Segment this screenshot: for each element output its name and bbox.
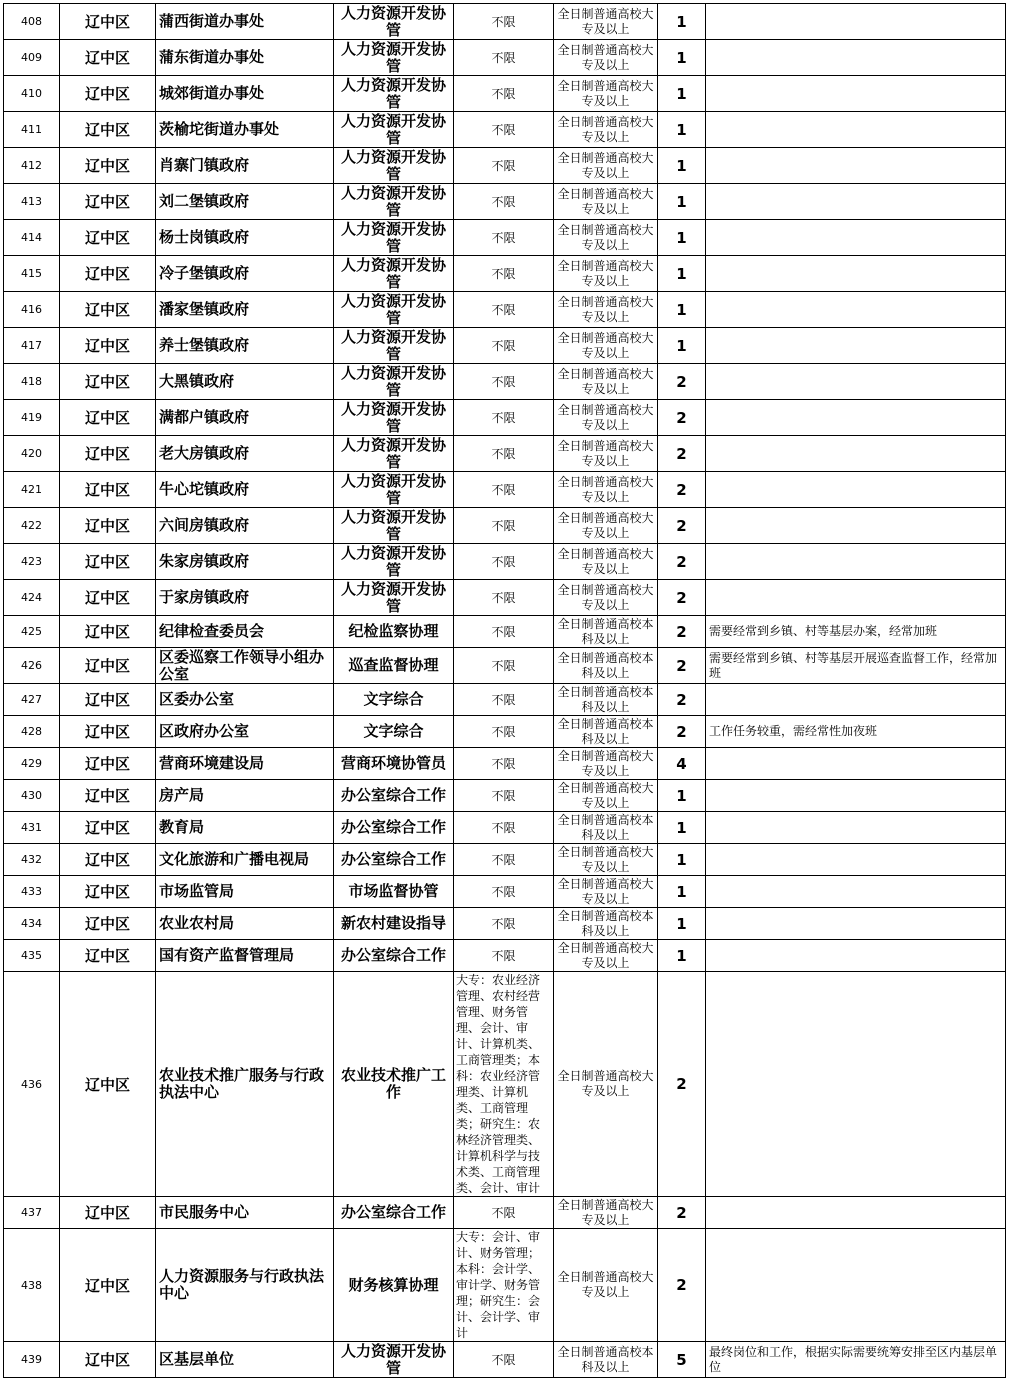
table-row — [4, 4, 1006, 40]
headcount-cell: 2 — [658, 472, 706, 508]
table-row — [4, 184, 1006, 220]
education-cell: 全日制普通高校大专及以上 — [554, 972, 658, 1197]
headcount-cell: 2 — [658, 972, 706, 1197]
unit-cell: 蒲东街道办事处 — [156, 40, 334, 76]
note-cell — [706, 876, 1006, 908]
position-cell: 人力资源开发协管 — [334, 148, 454, 184]
major-cell: 不限 — [454, 4, 554, 40]
education-cell: 全日制普通高校大专及以上 — [554, 76, 658, 112]
district-cell: 辽中区 — [60, 1229, 156, 1342]
unit-cell: 满都户镇政府 — [156, 400, 334, 436]
district-cell: 辽中区 — [60, 256, 156, 292]
unit-cell: 农业技术推广服务与行政执法中心 — [156, 972, 334, 1197]
district-cell: 辽中区 — [60, 616, 156, 648]
major-cell: 不限 — [454, 1197, 554, 1229]
unit-cell: 市场监管局 — [156, 876, 334, 908]
unit-cell: 区政府办公室 — [156, 716, 334, 748]
headcount-cell: 2 — [658, 1197, 706, 1229]
education-cell: 全日制普通高校本科及以上 — [554, 648, 658, 684]
row-number: 428 — [4, 716, 60, 748]
position-cell: 人力资源开发协管 — [334, 40, 454, 76]
district-cell: 辽中区 — [60, 748, 156, 780]
position-cell: 人力资源开发协管 — [334, 436, 454, 472]
table-row — [4, 76, 1006, 112]
district-cell: 辽中区 — [60, 328, 156, 364]
headcount-cell: 2 — [658, 544, 706, 580]
row-number: 423 — [4, 544, 60, 580]
unit-cell: 冷子堡镇政府 — [156, 256, 334, 292]
headcount-cell: 5 — [658, 1342, 706, 1378]
district-cell: 辽中区 — [60, 184, 156, 220]
position-cell: 人力资源开发协管 — [334, 508, 454, 544]
major-cell: 不限 — [454, 748, 554, 780]
headcount-cell: 1 — [658, 220, 706, 256]
table-row — [4, 684, 1006, 716]
position-cell: 人力资源开发协管 — [334, 184, 454, 220]
position-cell: 人力资源开发协管 — [334, 472, 454, 508]
table-row — [4, 972, 1006, 1197]
education-cell: 全日制普通高校本科及以上 — [554, 716, 658, 748]
major-cell: 不限 — [454, 616, 554, 648]
major-cell: 不限 — [454, 220, 554, 256]
district-cell: 辽中区 — [60, 436, 156, 472]
headcount-cell: 2 — [658, 648, 706, 684]
table-row — [4, 40, 1006, 76]
unit-cell: 文化旅游和广播电视局 — [156, 844, 334, 876]
education-cell: 全日制普通高校本科及以上 — [554, 1342, 658, 1378]
headcount-cell: 1 — [658, 76, 706, 112]
note-cell: 需要经常到乡镇、村等基层办案，经常加班 — [706, 616, 1006, 648]
table-body — [4, 4, 1006, 1378]
position-cell: 财务核算协理 — [334, 1229, 454, 1342]
note-cell — [706, 812, 1006, 844]
row-number: 437 — [4, 1197, 60, 1229]
table-row — [4, 812, 1006, 844]
unit-cell: 老大房镇政府 — [156, 436, 334, 472]
row-number: 421 — [4, 472, 60, 508]
note-cell — [706, 472, 1006, 508]
education-cell: 全日制普通高校大专及以上 — [554, 4, 658, 40]
position-cell: 人力资源开发协管 — [334, 4, 454, 40]
unit-cell: 纪律检查委员会 — [156, 616, 334, 648]
table-row — [4, 292, 1006, 328]
headcount-cell: 2 — [658, 1229, 706, 1342]
education-cell: 全日制普通高校大专及以上 — [554, 220, 658, 256]
unit-cell: 市民服务中心 — [156, 1197, 334, 1229]
position-cell: 文字综合 — [334, 716, 454, 748]
major-cell: 不限 — [454, 328, 554, 364]
education-cell: 全日制普通高校大专及以上 — [554, 748, 658, 780]
note-cell — [706, 748, 1006, 780]
row-number: 436 — [4, 972, 60, 1197]
unit-cell: 房产局 — [156, 780, 334, 812]
note-cell — [706, 908, 1006, 940]
table-row — [4, 940, 1006, 972]
major-cell: 不限 — [454, 940, 554, 972]
table-row — [4, 544, 1006, 580]
row-number: 432 — [4, 844, 60, 876]
headcount-cell: 1 — [658, 812, 706, 844]
district-cell: 辽中区 — [60, 1197, 156, 1229]
district-cell: 辽中区 — [60, 148, 156, 184]
note-cell — [706, 220, 1006, 256]
education-cell: 全日制普通高校大专及以上 — [554, 940, 658, 972]
table-row — [4, 616, 1006, 648]
headcount-cell: 2 — [658, 580, 706, 616]
row-number: 431 — [4, 812, 60, 844]
row-number: 410 — [4, 76, 60, 112]
district-cell: 辽中区 — [60, 876, 156, 908]
education-cell: 全日制普通高校大专及以上 — [554, 436, 658, 472]
major-cell: 不限 — [454, 508, 554, 544]
major-cell: 不限 — [454, 780, 554, 812]
position-cell: 营商环境协管员 — [334, 748, 454, 780]
unit-cell: 于家房镇政府 — [156, 580, 334, 616]
position-cell: 办公室综合工作 — [334, 780, 454, 812]
headcount-cell: 1 — [658, 292, 706, 328]
headcount-cell: 1 — [658, 780, 706, 812]
row-number: 413 — [4, 184, 60, 220]
district-cell: 辽中区 — [60, 292, 156, 328]
table-row — [4, 1342, 1006, 1378]
major-cell: 不限 — [454, 184, 554, 220]
education-cell: 全日制普通高校大专及以上 — [554, 844, 658, 876]
note-cell — [706, 972, 1006, 1197]
headcount-cell: 2 — [658, 364, 706, 400]
district-cell: 辽中区 — [60, 364, 156, 400]
unit-cell: 城郊街道办事处 — [156, 76, 334, 112]
district-cell: 辽中区 — [60, 544, 156, 580]
unit-cell: 区基层单位 — [156, 1342, 334, 1378]
table-row — [4, 648, 1006, 684]
education-cell: 全日制普通高校大专及以上 — [554, 184, 658, 220]
row-number: 416 — [4, 292, 60, 328]
unit-cell: 六间房镇政府 — [156, 508, 334, 544]
education-cell: 全日制普通高校本科及以上 — [554, 812, 658, 844]
table-row — [4, 780, 1006, 812]
position-cell: 人力资源开发协管 — [334, 328, 454, 364]
unit-cell: 营商环境建设局 — [156, 748, 334, 780]
row-number: 430 — [4, 780, 60, 812]
unit-cell: 刘二堡镇政府 — [156, 184, 334, 220]
education-cell: 全日制普通高校本科及以上 — [554, 616, 658, 648]
education-cell: 全日制普通高校大专及以上 — [554, 40, 658, 76]
headcount-cell: 1 — [658, 184, 706, 220]
education-cell: 全日制普通高校大专及以上 — [554, 1197, 658, 1229]
unit-cell: 大黑镇政府 — [156, 364, 334, 400]
major-cell: 大专：农业经济管理、农村经营管理、财务管理、会计、审计、计算机类、工商管理类；本科：农业经济管理类、计算机类、工商管理类；研究生：农林经济管理类、计算机科学与技术类、工商管理类、会计、审计 — [454, 972, 554, 1197]
unit-cell: 区委办公室 — [156, 684, 334, 716]
major-cell: 不限 — [454, 40, 554, 76]
position-cell: 人力资源开发协管 — [334, 400, 454, 436]
position-cell: 办公室综合工作 — [334, 1197, 454, 1229]
major-cell: 不限 — [454, 908, 554, 940]
row-number: 425 — [4, 616, 60, 648]
row-number: 434 — [4, 908, 60, 940]
education-cell: 全日制普通高校大专及以上 — [554, 148, 658, 184]
headcount-cell: 1 — [658, 40, 706, 76]
row-number: 426 — [4, 648, 60, 684]
headcount-cell: 1 — [658, 148, 706, 184]
district-cell: 辽中区 — [60, 220, 156, 256]
major-cell: 不限 — [454, 436, 554, 472]
district-cell: 辽中区 — [60, 4, 156, 40]
major-cell: 不限 — [454, 256, 554, 292]
row-number: 415 — [4, 256, 60, 292]
district-cell: 辽中区 — [60, 580, 156, 616]
district-cell: 辽中区 — [60, 40, 156, 76]
table-row — [4, 364, 1006, 400]
district-cell: 辽中区 — [60, 716, 156, 748]
position-cell: 人力资源开发协管 — [334, 544, 454, 580]
table-row — [4, 472, 1006, 508]
district-cell: 辽中区 — [60, 972, 156, 1197]
note-cell — [706, 844, 1006, 876]
row-number: 435 — [4, 940, 60, 972]
position-cell: 新农村建设指导 — [334, 908, 454, 940]
note-cell — [706, 148, 1006, 184]
note-cell — [706, 364, 1006, 400]
major-cell: 不限 — [454, 148, 554, 184]
note-cell — [706, 328, 1006, 364]
table-row — [4, 876, 1006, 908]
row-number: 418 — [4, 364, 60, 400]
unit-cell: 茨榆坨街道办事处 — [156, 112, 334, 148]
note-cell — [706, 4, 1006, 40]
note-cell — [706, 292, 1006, 328]
unit-cell: 国有资产监督管理局 — [156, 940, 334, 972]
education-cell: 全日制普通高校大专及以上 — [554, 780, 658, 812]
district-cell: 辽中区 — [60, 76, 156, 112]
note-cell — [706, 508, 1006, 544]
table-row — [4, 256, 1006, 292]
row-number: 409 — [4, 40, 60, 76]
position-cell: 人力资源开发协管 — [334, 76, 454, 112]
education-cell: 全日制普通高校大专及以上 — [554, 364, 658, 400]
unit-cell: 潘家堡镇政府 — [156, 292, 334, 328]
table-row — [4, 148, 1006, 184]
education-cell: 全日制普通高校本科及以上 — [554, 908, 658, 940]
table-row — [4, 508, 1006, 544]
major-cell: 不限 — [454, 76, 554, 112]
position-cell: 市场监督协管 — [334, 876, 454, 908]
major-cell: 大专：会计、审计、财务管理；本科：会计学、审计学、财务管理；研究生：会计、会计学、审计 — [454, 1229, 554, 1342]
district-cell: 辽中区 — [60, 780, 156, 812]
education-cell: 全日制普通高校大专及以上 — [554, 508, 658, 544]
district-cell: 辽中区 — [60, 1342, 156, 1378]
note-cell — [706, 76, 1006, 112]
major-cell: 不限 — [454, 292, 554, 328]
unit-cell: 农业农村局 — [156, 908, 334, 940]
note-cell — [706, 544, 1006, 580]
education-cell: 全日制普通高校大专及以上 — [554, 580, 658, 616]
unit-cell: 养士堡镇政府 — [156, 328, 334, 364]
row-number: 412 — [4, 148, 60, 184]
headcount-cell: 1 — [658, 876, 706, 908]
unit-cell: 牛心坨镇政府 — [156, 472, 334, 508]
note-cell: 工作任务较重，需经常性加夜班 — [706, 716, 1006, 748]
major-cell: 不限 — [454, 580, 554, 616]
major-cell: 不限 — [454, 400, 554, 436]
table-row — [4, 436, 1006, 472]
unit-cell: 肖寨门镇政府 — [156, 148, 334, 184]
note-cell — [706, 184, 1006, 220]
education-cell: 全日制普通高校大专及以上 — [554, 112, 658, 148]
row-number: 417 — [4, 328, 60, 364]
position-cell: 文字综合 — [334, 684, 454, 716]
position-cell: 巡查监督协理 — [334, 648, 454, 684]
major-cell: 不限 — [454, 544, 554, 580]
education-cell: 全日制普通高校大专及以上 — [554, 292, 658, 328]
unit-cell: 杨士岗镇政府 — [156, 220, 334, 256]
district-cell: 辽中区 — [60, 812, 156, 844]
note-cell — [706, 1197, 1006, 1229]
headcount-cell: 1 — [658, 940, 706, 972]
table-row — [4, 748, 1006, 780]
note-cell — [706, 580, 1006, 616]
major-cell: 不限 — [454, 364, 554, 400]
table-row — [4, 908, 1006, 940]
headcount-cell: 1 — [658, 256, 706, 292]
row-number: 419 — [4, 400, 60, 436]
district-cell: 辽中区 — [60, 400, 156, 436]
row-number: 422 — [4, 508, 60, 544]
education-cell: 全日制普通高校大专及以上 — [554, 256, 658, 292]
headcount-cell: 2 — [658, 616, 706, 648]
headcount-cell: 2 — [658, 508, 706, 544]
row-number: 439 — [4, 1342, 60, 1378]
note-cell — [706, 256, 1006, 292]
table-row — [4, 112, 1006, 148]
note-cell — [706, 684, 1006, 716]
row-number: 438 — [4, 1229, 60, 1342]
table-row — [4, 716, 1006, 748]
position-cell: 人力资源开发协管 — [334, 364, 454, 400]
position-cell: 农业技术推广工作 — [334, 972, 454, 1197]
headcount-cell: 1 — [658, 908, 706, 940]
note-cell — [706, 940, 1006, 972]
row-number: 408 — [4, 4, 60, 40]
note-cell — [706, 436, 1006, 472]
district-cell: 辽中区 — [60, 940, 156, 972]
headcount-cell: 2 — [658, 436, 706, 472]
row-number: 433 — [4, 876, 60, 908]
major-cell: 不限 — [454, 1342, 554, 1378]
position-cell: 办公室综合工作 — [334, 940, 454, 972]
table-row — [4, 220, 1006, 256]
position-cell: 纪检监察协理 — [334, 616, 454, 648]
note-cell — [706, 400, 1006, 436]
headcount-cell: 2 — [658, 400, 706, 436]
note-cell: 需要经常到乡镇、村等基层开展巡查监督工作，经常加班 — [706, 648, 1006, 684]
major-cell: 不限 — [454, 112, 554, 148]
note-cell — [706, 112, 1006, 148]
position-cell: 办公室综合工作 — [334, 812, 454, 844]
row-number: 414 — [4, 220, 60, 256]
headcount-cell: 1 — [658, 112, 706, 148]
headcount-cell: 1 — [658, 328, 706, 364]
row-number: 411 — [4, 112, 60, 148]
district-cell: 辽中区 — [60, 648, 156, 684]
table-row — [4, 844, 1006, 876]
table-row — [4, 580, 1006, 616]
education-cell: 全日制普通高校大专及以上 — [554, 544, 658, 580]
row-number: 424 — [4, 580, 60, 616]
headcount-cell: 2 — [658, 684, 706, 716]
education-cell: 全日制普通高校大专及以上 — [554, 328, 658, 364]
recruitment-table — [3, 3, 1006, 1378]
education-cell: 全日制普通高校大专及以上 — [554, 472, 658, 508]
major-cell: 不限 — [454, 876, 554, 908]
major-cell: 不限 — [454, 812, 554, 844]
major-cell: 不限 — [454, 472, 554, 508]
district-cell: 辽中区 — [60, 508, 156, 544]
education-cell: 全日制普通高校本科及以上 — [554, 684, 658, 716]
district-cell: 辽中区 — [60, 908, 156, 940]
note-cell — [706, 780, 1006, 812]
headcount-cell: 1 — [658, 4, 706, 40]
unit-cell: 教育局 — [156, 812, 334, 844]
position-cell: 人力资源开发协管 — [334, 1342, 454, 1378]
position-cell: 人力资源开发协管 — [334, 112, 454, 148]
table-row — [4, 328, 1006, 364]
table-row — [4, 1229, 1006, 1342]
row-number: 429 — [4, 748, 60, 780]
row-number: 427 — [4, 684, 60, 716]
position-cell: 人力资源开发协管 — [334, 292, 454, 328]
major-cell: 不限 — [454, 648, 554, 684]
headcount-cell: 2 — [658, 716, 706, 748]
headcount-cell: 4 — [658, 748, 706, 780]
education-cell: 全日制普通高校大专及以上 — [554, 400, 658, 436]
position-cell: 人力资源开发协管 — [334, 220, 454, 256]
education-cell: 全日制普通高校大专及以上 — [554, 1229, 658, 1342]
table-row — [4, 400, 1006, 436]
unit-cell: 区委巡察工作领导小组办公室 — [156, 648, 334, 684]
district-cell: 辽中区 — [60, 844, 156, 876]
unit-cell: 人力资源服务与行政执法中心 — [156, 1229, 334, 1342]
headcount-cell: 1 — [658, 844, 706, 876]
major-cell: 不限 — [454, 684, 554, 716]
position-cell: 办公室综合工作 — [334, 844, 454, 876]
note-cell — [706, 1229, 1006, 1342]
position-cell: 人力资源开发协管 — [334, 256, 454, 292]
note-cell: 最终岗位和工作，根据实际需要统筹安排至区内基层单位 — [706, 1342, 1006, 1378]
district-cell: 辽中区 — [60, 112, 156, 148]
district-cell: 辽中区 — [60, 684, 156, 716]
position-cell: 人力资源开发协管 — [334, 580, 454, 616]
education-cell: 全日制普通高校大专及以上 — [554, 876, 658, 908]
major-cell: 不限 — [454, 844, 554, 876]
unit-cell: 蒲西街道办事处 — [156, 4, 334, 40]
unit-cell: 朱家房镇政府 — [156, 544, 334, 580]
note-cell — [706, 40, 1006, 76]
major-cell: 不限 — [454, 716, 554, 748]
district-cell: 辽中区 — [60, 472, 156, 508]
table-row — [4, 1197, 1006, 1229]
row-number: 420 — [4, 436, 60, 472]
